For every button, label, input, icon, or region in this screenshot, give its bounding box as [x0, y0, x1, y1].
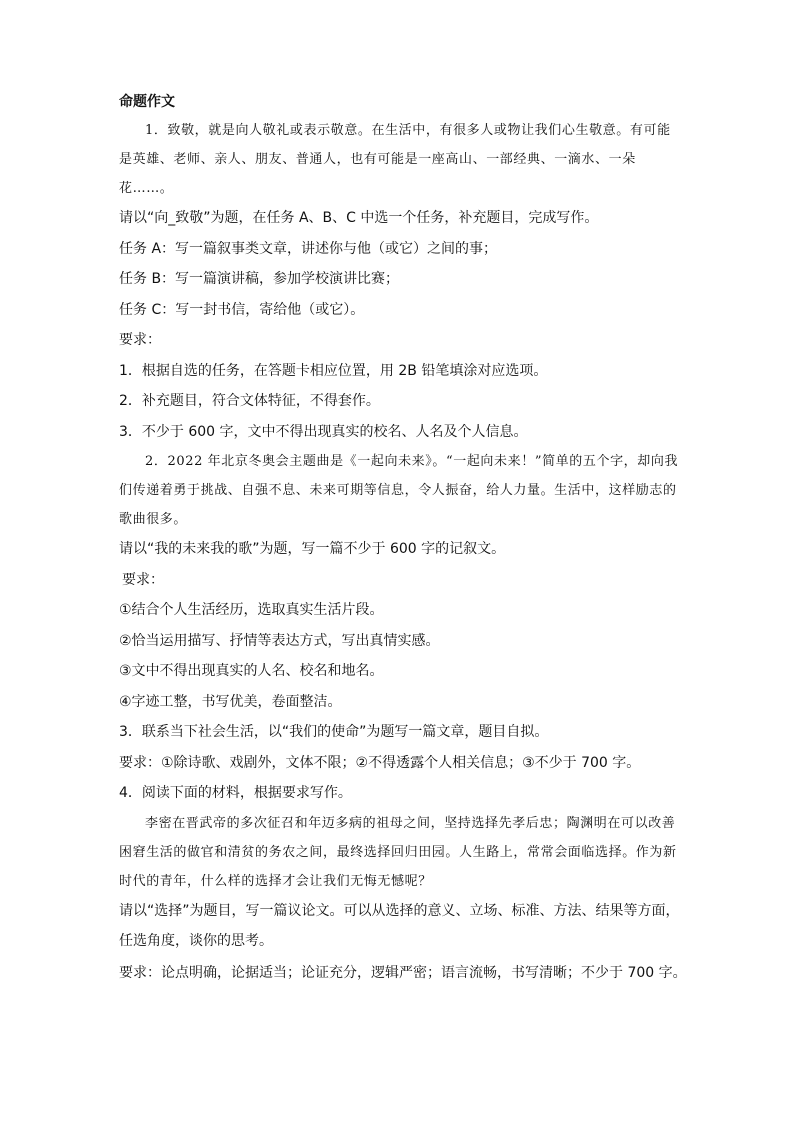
section-heading: 命题作文	[119, 94, 175, 110]
q1-requirements-label: 要求：	[119, 332, 161, 348]
q2-requirements-label: 要求：	[122, 571, 164, 588]
q2-requirement-1: ①结合个人生活经历，选取真实生活片段。	[119, 602, 384, 618]
q2-requirement-3: ③文中不得出现真实的人名、校名和地名。	[119, 663, 384, 679]
q2-prompt: 2．2022 年北京冬奥会主题曲是《一起向未来》。“一起向未来！”简单的五个字，却向我们传递着勇于挑战、自强不息、未来可期等信息，令人振奋，给人力量。生活中，这样励志的歌曲很多。	[119, 454, 679, 527]
q4-material: 李密在晋武帝的多次征召和年迈多病的祖母之间，坚持选择先孝后忠；陶渊明在可以改善困窘生活的做官和清贫的务农之间，最终选择回归田园。人生路上，常常会面临选择。作为新时代的青年，什么样的选择才会让我们无悔无憾呢？	[119, 815, 677, 889]
q4-instruction: 请以“选择”为题目，写一篇议论文。可以从选择的意义、立场、标准、方法、结果等方面，任选角度，谈你的思考。	[119, 902, 680, 949]
q1-task-c: 任务 C：写一封书信，寄给他（或它）。	[119, 301, 365, 318]
document-page	[119, 92, 687, 988]
q1-requirement-3: 3．不少于 600 字，文中不得出现真实的校名、人名及个人信息。	[119, 423, 528, 440]
q3-prompt: 3．联系当下社会生活，以“我们的使命”为题写一篇文章，题目自拟。	[119, 724, 549, 740]
q1-prompt: 1．致敬，就是向人敬礼或表示敬意。在生活中，有很多人或物让我们心生敬意。有可能是英雄、老师、亲人、朋友、普通人，也有可能是一座高山、一部经典、一滴水、一朵花……。	[119, 123, 671, 196]
q1-requirement-1: 1．根据自选的任务，在答题卡相应位置，用 2B 铅笔填涂对应选项。	[119, 362, 548, 379]
q4-prompt: 4．阅读下面的材料，根据要求写作。	[119, 785, 352, 801]
q3-requirements: 要求：①除诗歌、戏剧外，文体不限；②不得透露个人相关信息；③不少于 700 字。	[119, 754, 641, 771]
q2-requirement-4: ④字迹工整，书写优美，卷面整洁。	[119, 693, 342, 710]
q1-instruction: 请以“向_致敬”为题，在任务 A、B、C 中选一个任务，补充题目，完成写作。	[119, 210, 599, 226]
q4-requirements: 要求：论点明确，论据适当；论证充分，逻辑严密；语言流畅，书写清晰；不少于 700 字。	[119, 964, 687, 981]
q1-task-b: 任务 B：写一篇演讲稿，参加学校演讲比赛；	[119, 271, 400, 287]
q2-instruction: 请以“我的未来我的歌”为题，写一篇不少于 600 字的记叙文。	[119, 541, 506, 557]
q1-requirement-2: 2．补充题目，符合文体特征，不得套作。	[119, 393, 380, 409]
q2-requirement-2: ②恰当运用描写、抒情等表达方式，写出真情实感。	[119, 632, 440, 649]
q1-task-a: 任务 A：写一篇叙事类文章，讲述你与他（或它）之间的事；	[119, 240, 498, 257]
